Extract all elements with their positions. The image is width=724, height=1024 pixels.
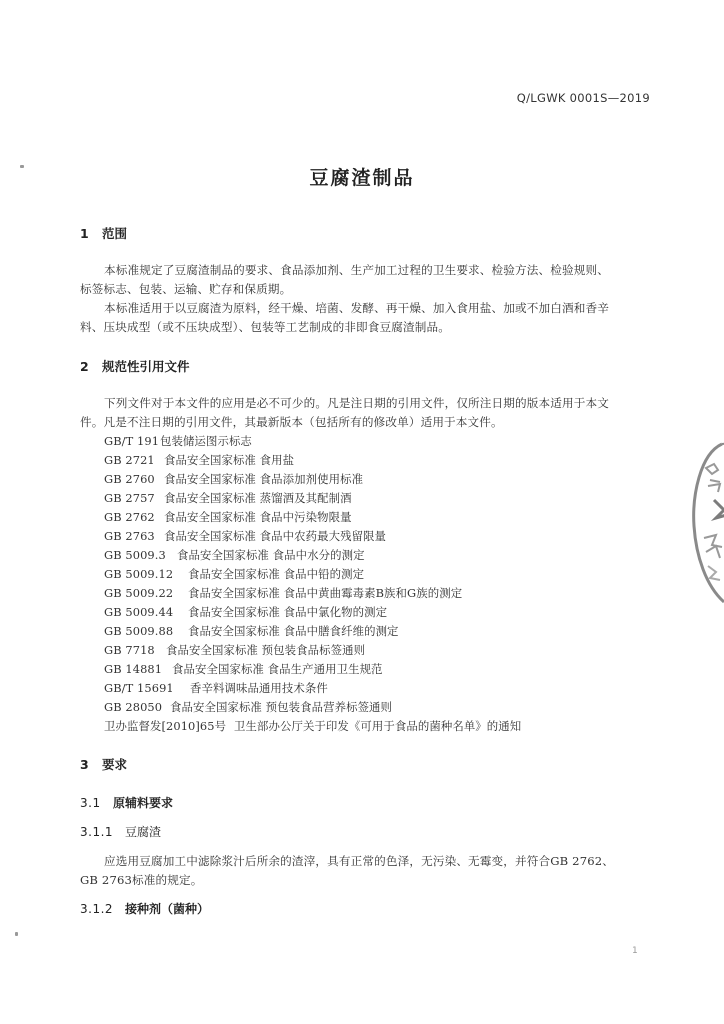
reference-code: GB/T 15691 bbox=[104, 681, 174, 695]
reference-item bbox=[104, 642, 365, 658]
scan-speck bbox=[15, 932, 18, 936]
reference-item bbox=[104, 509, 352, 525]
reference-code: 卫办监督发[2010]65号 bbox=[104, 719, 227, 733]
reference-item bbox=[104, 604, 387, 620]
reference-item bbox=[104, 585, 462, 601]
reference-code: GB/T 191 bbox=[104, 434, 160, 448]
scope-paragraph-2-line-2: 料、压块成型（或不压块成型）、包装等工艺制成的非即食豆腐渣制品。 bbox=[80, 320, 451, 334]
reference-title: 食品安全国家标准 食品中水分的测定 bbox=[177, 548, 365, 562]
reference-title: 食品安全国家标准 食品中农药最大残留限量 bbox=[164, 529, 387, 543]
seal-stamp-icon bbox=[682, 436, 724, 608]
reference-item bbox=[104, 718, 521, 734]
subsection-title: 接种剂（菌种） bbox=[125, 902, 210, 916]
reference-code: GB 2757 bbox=[104, 491, 155, 505]
subsection-3-1-1-line-1: 应选用豆腐加工中滤除浆汁后所余的渣滓，具有正常的色泽，无污染、无霉变，并符合GB 2762、 bbox=[104, 854, 615, 868]
reference-item bbox=[104, 680, 328, 696]
reference-code: GB 2760 bbox=[104, 472, 155, 486]
section-number: 2 bbox=[80, 359, 89, 374]
subsection-title: 豆腐渣 bbox=[125, 825, 162, 839]
reference-title: 食品安全国家标准 食用盐 bbox=[164, 453, 295, 467]
reference-title: 食品安全国家标准 食品添加剂使用标准 bbox=[164, 472, 364, 486]
reference-item bbox=[104, 528, 386, 544]
reference-code: GB 5009.44 bbox=[104, 605, 174, 619]
section-title: 范围 bbox=[102, 226, 128, 241]
section-2-heading bbox=[80, 357, 190, 375]
refs-intro-line-2: 件。凡是不注日期的引用文件，其最新版本（包括所有的修改单）适用于本文件。 bbox=[80, 415, 503, 429]
reference-item bbox=[104, 471, 363, 487]
scope-paragraph-1-line-2: 标签标志、包装、运输、贮存和保质期。 bbox=[80, 282, 292, 296]
scope-paragraph-1-line-1: 本标准规定了豆腐渣制品的要求、食品添加剂、生产加工过程的卫生要求、检验方法、检验规则、 bbox=[104, 263, 609, 277]
reference-title: 食品安全国家标准 食品生产通用卫生规范 bbox=[172, 662, 383, 676]
reference-title: 包装储运图示标志 bbox=[160, 434, 252, 448]
refs-intro-line-1: 下列文件对于本文件的应用是必不可少的。凡是注日期的引用文件，仅所注日期的版本适用于本文 bbox=[104, 396, 609, 410]
reference-item bbox=[104, 490, 352, 506]
reference-title: 食品安全国家标准 食品中氯化物的测定 bbox=[188, 605, 388, 619]
page-number: 1 bbox=[632, 946, 638, 956]
scan-speck bbox=[20, 165, 24, 168]
reference-title: 卫生部办公厅关于印发《可用于食品的菌种名单》的通知 bbox=[234, 719, 522, 733]
reference-title: 食品安全国家标准 预包装食品标签通则 bbox=[166, 643, 366, 657]
section-number: 1 bbox=[80, 226, 89, 241]
section-3-heading bbox=[80, 755, 127, 773]
reference-title: 食品安全国家标准 食品中黄曲霉毒素B族和G族的测定 bbox=[188, 586, 463, 600]
reference-title: 食品安全国家标准 食品中污染物限量 bbox=[164, 510, 352, 524]
reference-code: GB 5009.22 bbox=[104, 586, 174, 600]
subsection-number: 3.1.1 bbox=[80, 825, 114, 839]
reference-code: GB 7718 bbox=[104, 643, 155, 657]
reference-item bbox=[104, 661, 383, 677]
document-code: Q/LGWK 0001S—2019 bbox=[516, 91, 650, 105]
reference-code: GB 14881 bbox=[104, 662, 163, 676]
reference-item bbox=[104, 452, 294, 468]
subsection-3-1-1-heading bbox=[80, 823, 161, 840]
reference-code: GB 2762 bbox=[104, 510, 155, 524]
reference-item bbox=[104, 623, 399, 639]
scope-paragraph-2-line-1: 本标准适用于以豆腐渣为原料，经干燥、培菌、发酵、再干燥、加入食用盐、加或不加白酒和香辛 bbox=[104, 301, 609, 315]
reference-title: 食品安全国家标准 预包装食品营养标签通则 bbox=[170, 700, 393, 714]
reference-item bbox=[104, 699, 392, 715]
reference-code: GB 2721 bbox=[104, 453, 155, 467]
subsection-number: 3.1.2 bbox=[80, 902, 114, 916]
reference-code: GB 5009.12 bbox=[104, 567, 174, 581]
reference-item bbox=[104, 566, 364, 582]
section-1-heading bbox=[80, 224, 127, 242]
reference-title: 食品安全国家标准 食品中铅的测定 bbox=[188, 567, 365, 581]
reference-code: GB 2763 bbox=[104, 529, 155, 543]
document-title: 豆腐渣制品 bbox=[309, 167, 415, 189]
reference-code: GB 5009.3 bbox=[104, 548, 166, 562]
reference-code: GB 28050 bbox=[104, 700, 163, 714]
section-title: 规范性引用文件 bbox=[102, 359, 190, 374]
section-number: 3 bbox=[80, 757, 89, 772]
section-title: 要求 bbox=[102, 757, 128, 772]
reference-title: 食品安全国家标准 食品中膳食纤维的测定 bbox=[188, 624, 399, 638]
reference-item bbox=[104, 433, 252, 449]
reference-title: 食品安全国家标准 蒸馏酒及其配制酒 bbox=[164, 491, 352, 505]
reference-title: 香辛料调味品通用技术条件 bbox=[190, 681, 328, 695]
subsection-3-1-1-line-2: GB 2763标准的规定。 bbox=[80, 873, 203, 887]
subsection-3-1-2-heading bbox=[80, 900, 209, 917]
reference-item bbox=[104, 547, 365, 563]
subsection-number: 3.1 bbox=[80, 796, 101, 810]
subsection-3-1-heading bbox=[80, 794, 173, 811]
subsection-title: 原辅料要求 bbox=[113, 796, 174, 810]
reference-code: GB 5009.88 bbox=[104, 624, 174, 638]
